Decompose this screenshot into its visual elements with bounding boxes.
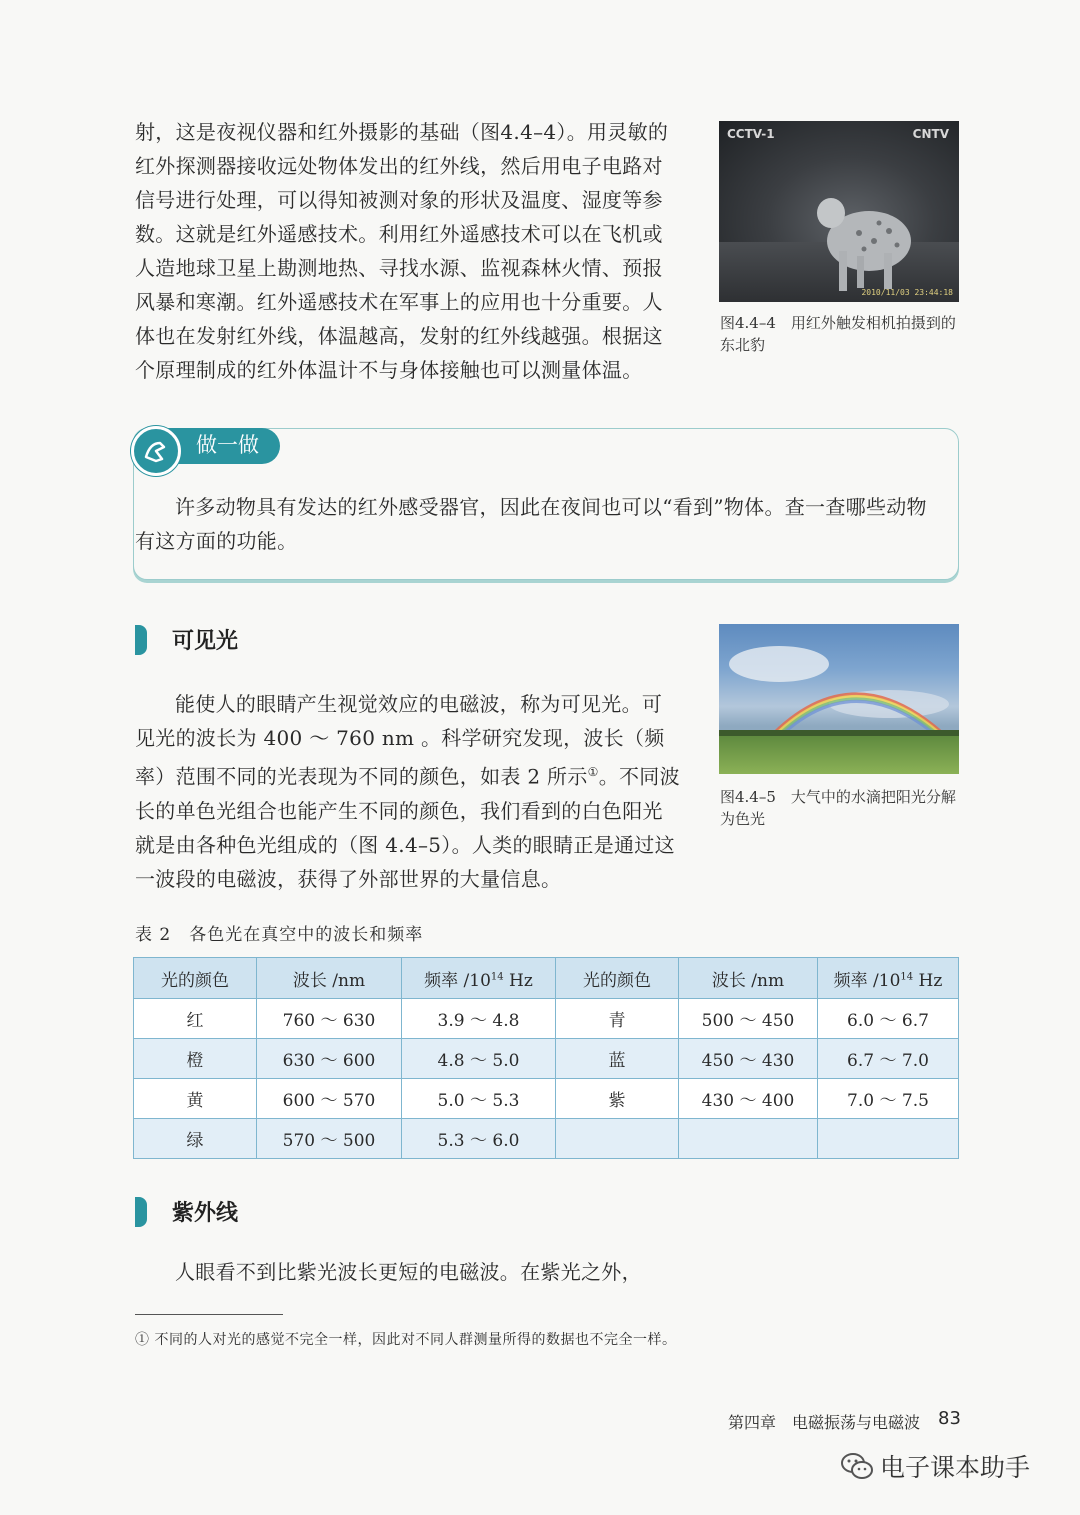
table-row	[134, 1039, 959, 1079]
table-cell: 7.0 ～ 7.5	[818, 1079, 959, 1119]
figure2-caption: 图4.4–5 大气中的水滴把阳光分解为色光	[720, 788, 956, 828]
table-cell: 橙	[134, 1039, 257, 1079]
table-cell: 760 ～ 630	[257, 999, 402, 1039]
table-cell: 630 ～ 600	[257, 1039, 402, 1079]
cntv-logo: CNTV	[912, 127, 949, 141]
table-cell: 570 ～ 500	[257, 1119, 402, 1159]
footnote-divider	[135, 1314, 283, 1315]
section-marker-visible	[135, 625, 147, 655]
figure1-caption: 图4.4–4 用红外触发相机拍摄到的东北豹	[720, 314, 956, 354]
table-cell: 500 ～ 450	[679, 999, 818, 1039]
activity-icon	[131, 426, 181, 476]
table-cell: 430 ～ 400	[679, 1079, 818, 1119]
table-cell: 紫	[556, 1079, 679, 1119]
wechat-icon	[840, 1451, 874, 1481]
activity-text: 许多动物具有发达的红外感受器官，因此在夜间也可以“看到”物体。查一查哪些动物有这方面的功能。	[135, 495, 927, 553]
section-title-visible: 可见光	[172, 629, 239, 654]
table-cell: 5.3 ～ 6.0	[402, 1119, 556, 1159]
table-cell: 青	[556, 999, 679, 1039]
chapter-label: 第四章 电磁振荡与电磁波	[728, 1413, 921, 1432]
section-title-uv: 紫外线	[172, 1201, 239, 1226]
table-title: 表 2 各色光在真空中的波长和频率	[135, 925, 424, 945]
table-row	[134, 999, 959, 1039]
figure-leopard-photo	[719, 121, 959, 302]
header-frequency: 频率 $/10^{14}$ Hz	[402, 958, 556, 999]
page-number: 83	[938, 1408, 961, 1429]
paragraph-uv: 人眼看不到比紫光波长更短的电磁波。在紫光之外，	[175, 1260, 642, 1284]
table-cell: 6.7 ～ 7.0	[818, 1039, 959, 1079]
paragraph-infrared: 射，这是夜视仪器和红外摄影的基础（图4.4–4）。用灵敏的红外探测器接收远处物体发出的红外线，然后用电子电路对信号进行处理，可以得知被测对象的形状及温度、湿度等参数。这就是红外遥感技术。利用红外遥感技术可以在飞机或人造地球卫星上勘测地热、寻找水源、监视森林火情、预报风暴和寒潮。红外遥感技术在军事上的应用也十分重要。人体也在发射红外线，体温越高，发射的红外线越强。根据这个原理制成的红外体温计不与身体接触也可以测量体温。	[135, 120, 669, 382]
table-cell: 3.9 ～ 4.8	[402, 999, 556, 1039]
table-header-row	[134, 958, 959, 999]
cctv-logo: CCTV-1	[727, 127, 775, 141]
header-wavelength: 波长 /nm	[257, 958, 402, 999]
paragraph-visible-light: 能使人的眼睛产生视觉效应的电磁波，称为可见光。可见光的波长为 400 ～ 760 nm 。科学研究发现，波长（频率）范围不同的光表现为不同的颜色，如表 2 所示①。不同波长的单色光组合也能产生不同的颜色，我们看到的白色阳光就是由各种色光组成的（图 4.4–5）。人类的眼睛正是通过这一波段的电磁波，获得了外部世界的大量信息。	[135, 692, 680, 891]
header-color-2: 光的颜色	[556, 958, 679, 999]
table-cell	[556, 1119, 679, 1159]
table-cell	[818, 1119, 959, 1159]
table-cell	[679, 1119, 818, 1159]
header-color: 光的颜色	[134, 958, 257, 999]
footnote-mark: ①	[587, 765, 599, 779]
header-frequency-2: 频率 $/10^{14}$ Hz	[818, 958, 959, 999]
section-marker-uv	[135, 1197, 147, 1227]
table-row	[134, 1079, 959, 1119]
table-cell: 4.8 ～ 5.0	[402, 1039, 556, 1079]
watermark-text: 电子课本助手	[880, 1453, 1031, 1482]
wavelength-table	[133, 957, 959, 1159]
leopard-illustration	[719, 121, 959, 302]
photo-timestamp: 2010/11/03 23:44:18	[861, 288, 953, 297]
table-cell: 6.0 ～ 6.7	[818, 999, 959, 1039]
activity-title: 做一做	[196, 433, 259, 457]
table-cell: 450 ～ 430	[679, 1039, 818, 1079]
figure-rainbow-photo	[719, 624, 959, 774]
header-wavelength-2: 波长 /nm	[679, 958, 818, 999]
table-cell: 红	[134, 999, 257, 1039]
table-cell: 黄	[134, 1079, 257, 1119]
table-cell: 蓝	[556, 1039, 679, 1079]
table-row	[134, 1119, 959, 1159]
table-cell: 绿	[134, 1119, 257, 1159]
footnote-text: ① 不同的人对光的感觉不完全一样，因此对不同人群测量所得的数据也不完全一样。	[135, 1332, 677, 1348]
table-cell: 600 ～ 570	[257, 1079, 402, 1119]
table-cell: 5.0 ～ 5.3	[402, 1079, 556, 1119]
